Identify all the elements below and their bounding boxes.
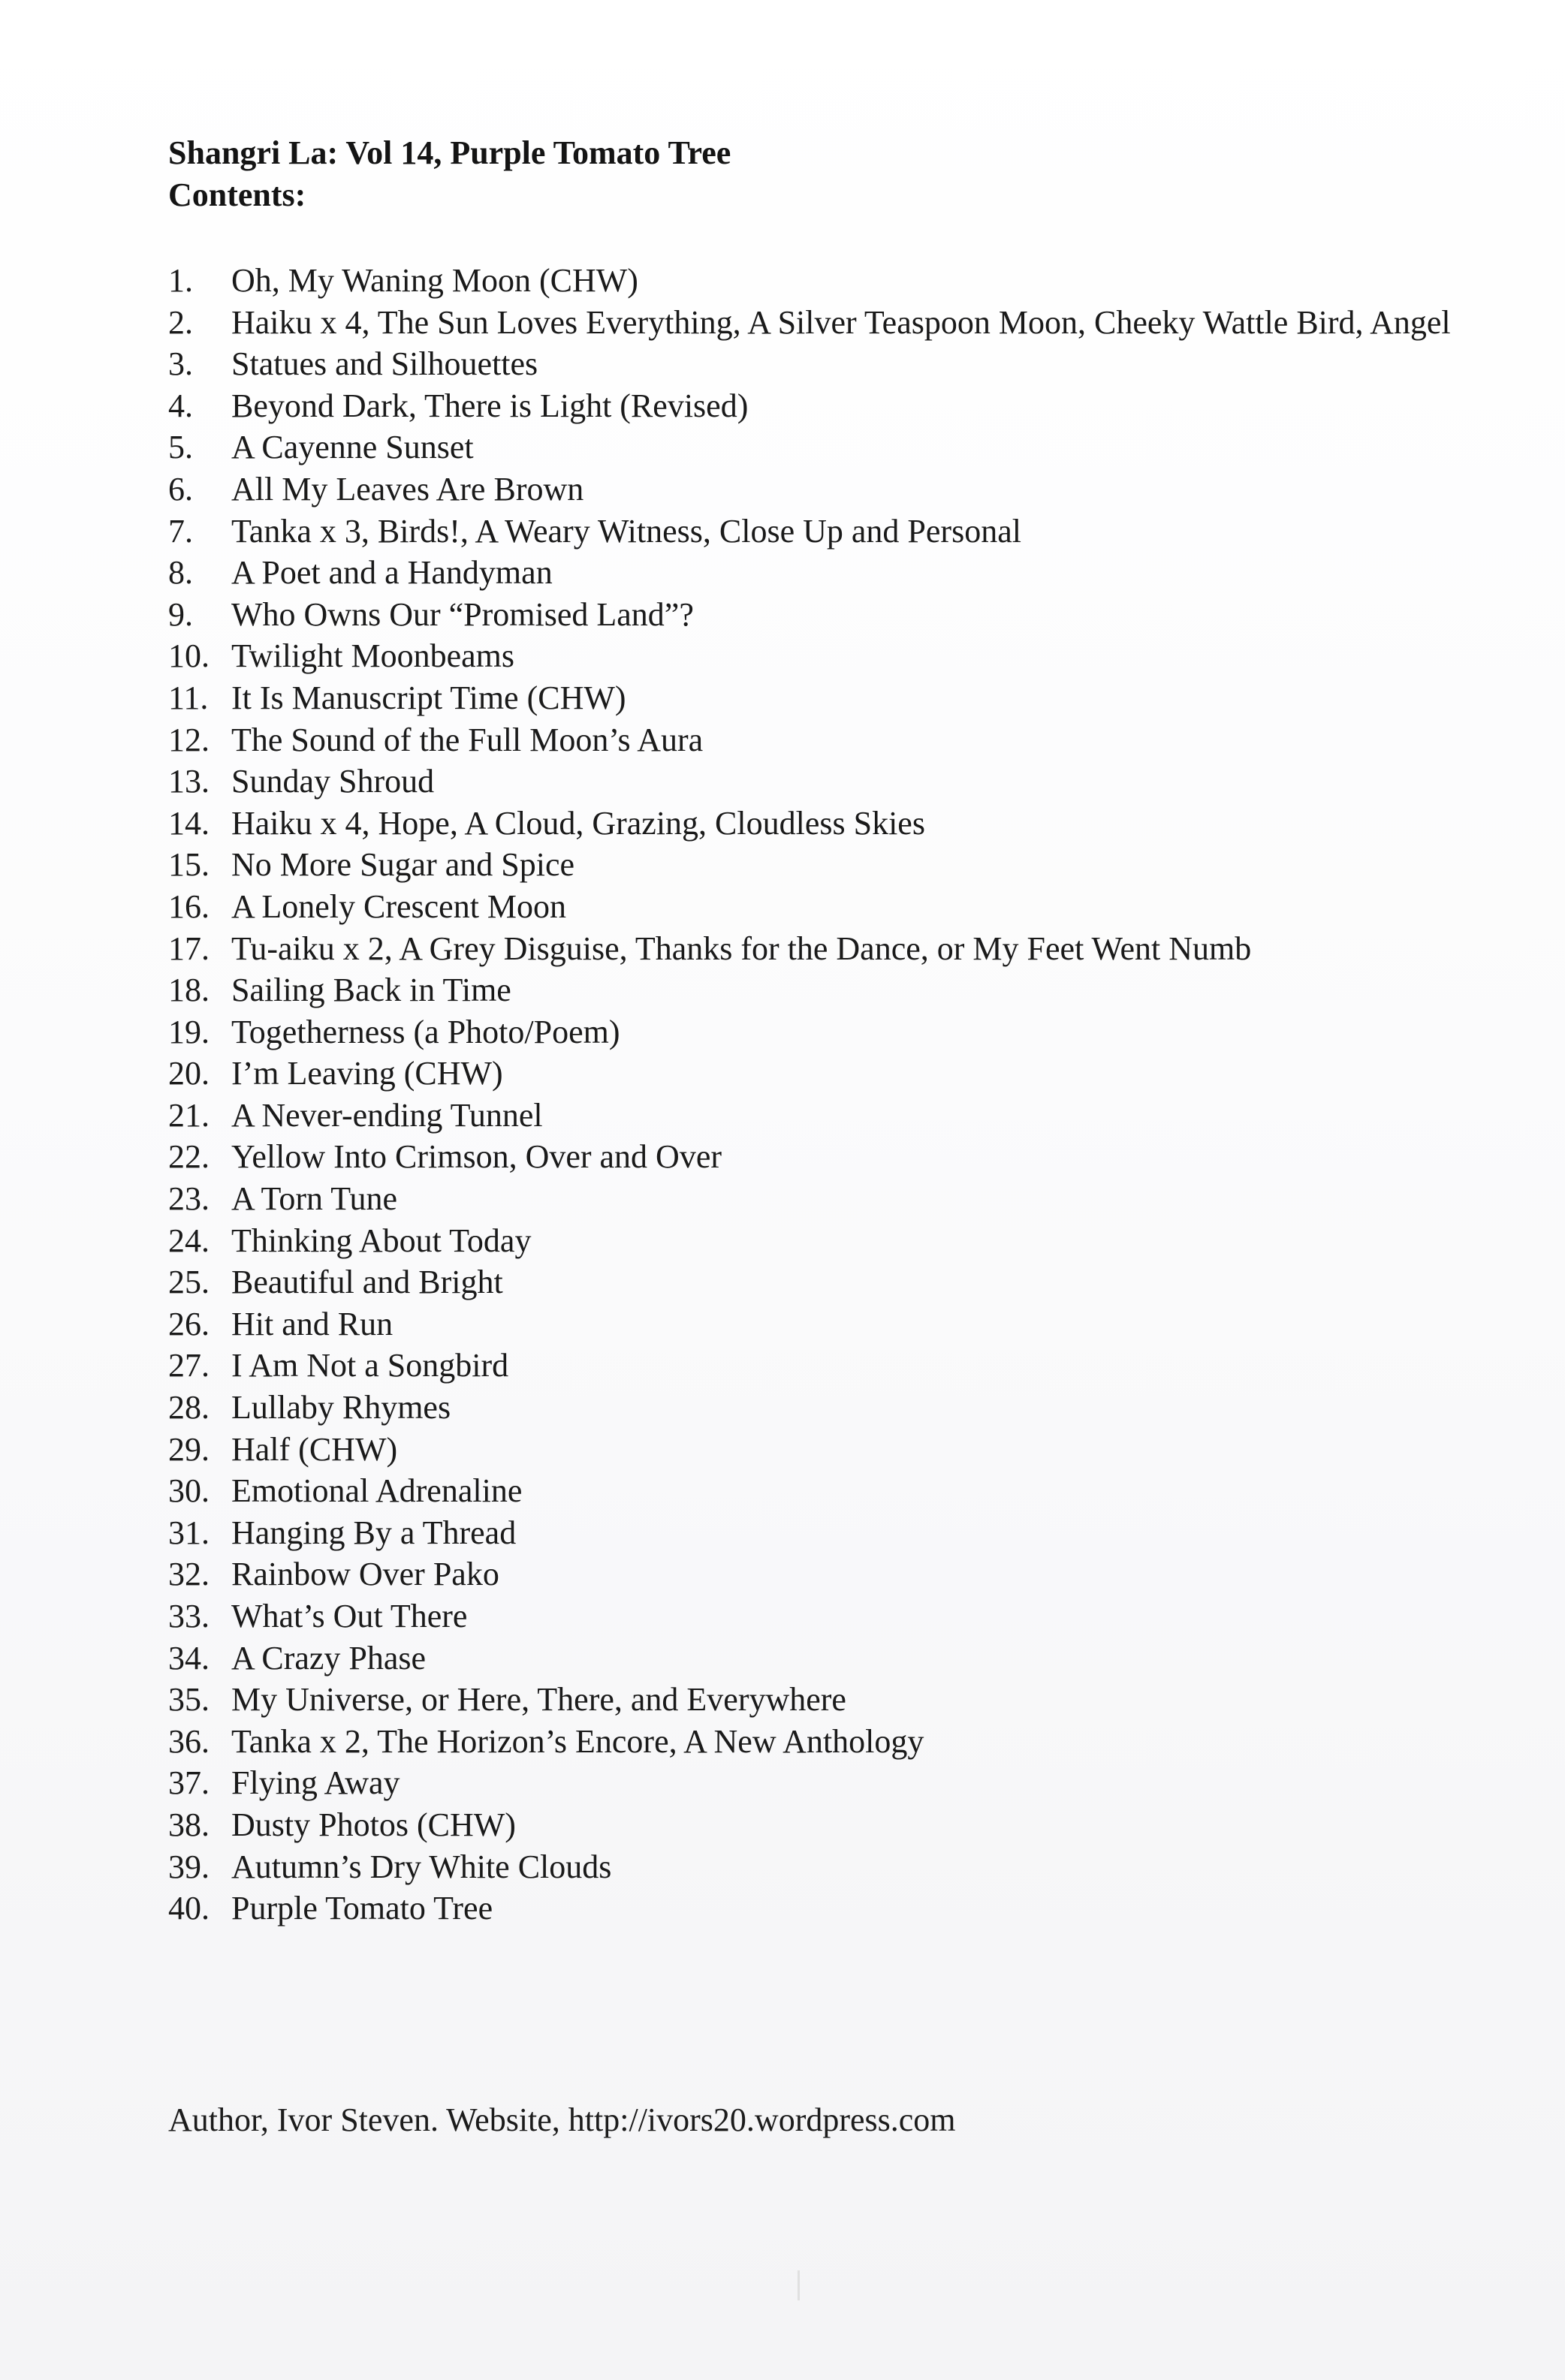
- item-title: Autumn’s Dry White Clouds: [231, 1848, 612, 1885]
- list-item: [168, 844, 1490, 886]
- item-number: 31.: [168, 1514, 210, 1551]
- list-item: [168, 1261, 1490, 1303]
- item-number: 9.: [168, 595, 193, 633]
- item-title: Tu-aiku x 2, A Grey Disguise, Thanks for the Dance, or My Feet Went Numb: [231, 929, 1252, 967]
- item-number: 19.: [168, 1013, 210, 1050]
- list-item: [168, 886, 1490, 928]
- item-number: 29.: [168, 1430, 210, 1468]
- item-number: 22.: [168, 1138, 210, 1176]
- item-title: It Is Manuscript Time (CHW): [231, 679, 626, 716]
- list-item: [168, 1136, 1490, 1178]
- item-number: 39.: [168, 1848, 210, 1885]
- item-title: Hit and Run: [231, 1305, 394, 1342]
- item-number: 37.: [168, 1764, 210, 1802]
- list-item: [168, 1178, 1490, 1220]
- item-title: Haiku x 4, Hope, A Cloud, Grazing, Cloudless Skies: [231, 804, 925, 842]
- item-title: Haiku x 4, The Sun Loves Everything, A Silver Teaspoon Moon, Cheeky Wattle Bird, Angel: [231, 303, 1451, 341]
- item-number: 18.: [168, 972, 210, 1009]
- list-item: [168, 1470, 1490, 1512]
- contents-heading: Contents:: [168, 176, 306, 213]
- item-title: A Never-ending Tunnel: [231, 1096, 543, 1134]
- item-number: 16.: [168, 887, 210, 925]
- item-number: 28.: [168, 1389, 210, 1426]
- item-number: 27.: [168, 1347, 210, 1384]
- item-number: 25.: [168, 1264, 210, 1301]
- list-item: [168, 343, 1490, 385]
- item-title: Twilight Moonbeams: [231, 637, 515, 675]
- item-number: 24.: [168, 1222, 210, 1259]
- item-title: Who Owns Our “Promised Land”?: [231, 595, 694, 633]
- item-number: 3.: [168, 345, 193, 383]
- item-title: Emotional Adrenaline: [231, 1472, 523, 1510]
- item-title: No More Sugar and Spice: [231, 846, 575, 884]
- item-number: 38.: [168, 1806, 210, 1843]
- item-number: 8.: [168, 554, 193, 592]
- list-item: [168, 1762, 1490, 1804]
- list-item: [168, 1804, 1490, 1846]
- list-item: [168, 1011, 1490, 1053]
- list-item: [168, 1595, 1490, 1637]
- item-number: 4.: [168, 387, 193, 424]
- list-item: [168, 594, 1490, 636]
- item-number: 21.: [168, 1096, 210, 1134]
- list-item: [168, 1220, 1490, 1262]
- item-title: Dusty Photos (CHW): [231, 1806, 516, 1843]
- list-item: [168, 1846, 1490, 1888]
- list-item: [168, 1303, 1490, 1345]
- list-item: [168, 468, 1490, 511]
- item-title: Purple Tomato Tree: [231, 1890, 493, 1927]
- item-title: I’m Leaving (CHW): [231, 1055, 503, 1092]
- list-item: [168, 928, 1490, 970]
- item-number: 33.: [168, 1598, 210, 1634]
- list-item: [168, 1512, 1490, 1554]
- item-number: 23.: [168, 1180, 210, 1218]
- item-title: Oh, My Waning Moon (CHW): [231, 262, 638, 299]
- item-number: 34.: [168, 1639, 210, 1677]
- list-item: [168, 761, 1490, 803]
- item-number: 5.: [168, 429, 193, 466]
- item-title: Flying Away: [231, 1764, 400, 1802]
- item-number: 2.: [168, 303, 193, 341]
- item-number: 20.: [168, 1055, 210, 1092]
- item-title: A Lonely Crescent Moon: [231, 887, 567, 925]
- item-number: 7.: [168, 512, 193, 550]
- header: [168, 132, 731, 216]
- document-title: Shangri La: Vol 14, Purple Tomato Tree: [168, 134, 731, 171]
- list-item: [168, 426, 1490, 468]
- item-title: Sailing Back in Time: [231, 972, 511, 1009]
- item-number: 11.: [168, 679, 209, 716]
- item-number: 35.: [168, 1681, 210, 1719]
- list-item: [168, 511, 1490, 553]
- item-title: Lullaby Rhymes: [231, 1389, 451, 1426]
- item-title: Beyond Dark, There is Light (Revised): [231, 387, 749, 424]
- list-item: [168, 1721, 1490, 1763]
- author-footer: Author, Ivor Steven. Website, http://ivors20.wordpress.com: [168, 2101, 956, 2138]
- item-title: A Torn Tune: [231, 1180, 398, 1218]
- list-item: [168, 385, 1490, 427]
- item-title: I Am Not a Songbird: [231, 1347, 509, 1384]
- list-item: [168, 1053, 1490, 1095]
- item-title: Hanging By a Thread: [231, 1514, 517, 1551]
- item-title: Beautiful and Bright: [231, 1264, 503, 1301]
- item-number: 30.: [168, 1472, 210, 1510]
- list-item: [168, 552, 1490, 594]
- contents-list: [168, 260, 1490, 1930]
- list-item: [168, 260, 1490, 302]
- list-item: [168, 719, 1490, 761]
- list-item: [168, 302, 1490, 344]
- item-number: 36.: [168, 1722, 210, 1760]
- item-number: 10.: [168, 637, 210, 675]
- item-number: 40.: [168, 1890, 210, 1927]
- item-number: 1.: [168, 262, 193, 299]
- item-title: Tanka x 3, Birds!, A Weary Witness, Close Up and Personal: [231, 512, 1021, 550]
- item-number: 13.: [168, 763, 210, 800]
- item-number: 32.: [168, 1556, 210, 1593]
- item-title: A Crazy Phase: [231, 1639, 427, 1677]
- list-item: [168, 1345, 1490, 1387]
- item-title: Tanka x 2, The Horizon’s Encore, A New Anthology: [231, 1722, 924, 1760]
- list-item: [168, 803, 1490, 845]
- item-number: 26.: [168, 1305, 210, 1342]
- item-title: A Poet and a Handyman: [231, 554, 553, 592]
- item-title: My Universe, or Here, There, and Everywhere: [231, 1681, 846, 1719]
- item-number: 14.: [168, 804, 210, 842]
- item-number: 15.: [168, 846, 210, 884]
- list-item: [168, 677, 1490, 719]
- item-title: Rainbow Over Pako: [231, 1556, 499, 1593]
- item-number: 6.: [168, 470, 193, 508]
- list-item: [168, 1553, 1490, 1595]
- list-item: [168, 635, 1490, 677]
- item-title: Statues and Silhouettes: [231, 345, 538, 383]
- list-item: [168, 1679, 1490, 1721]
- list-item: [168, 1095, 1490, 1137]
- item-title: The Sound of the Full Moon’s Aura: [231, 721, 704, 758]
- list-item: [168, 1637, 1490, 1680]
- item-number: 12.: [168, 721, 210, 758]
- item-title: Thinking About Today: [231, 1222, 532, 1259]
- item-title: Togetherness (a Photo/Poem): [231, 1013, 620, 1050]
- item-title: Half (CHW): [231, 1430, 398, 1468]
- list-item: [168, 1429, 1490, 1471]
- list-item: [168, 1387, 1490, 1429]
- item-title: What’s Out There: [231, 1598, 468, 1634]
- list-item: [168, 1887, 1490, 1930]
- list-item: [168, 969, 1490, 1011]
- page-mark: [798, 2270, 800, 2300]
- item-title: All My Leaves Are Brown: [231, 470, 584, 508]
- item-number: 17.: [168, 929, 210, 967]
- item-title: Sunday Shroud: [231, 763, 435, 800]
- item-title: Yellow Into Crimson, Over and Over: [231, 1138, 722, 1176]
- item-title: A Cayenne Sunset: [231, 429, 474, 466]
